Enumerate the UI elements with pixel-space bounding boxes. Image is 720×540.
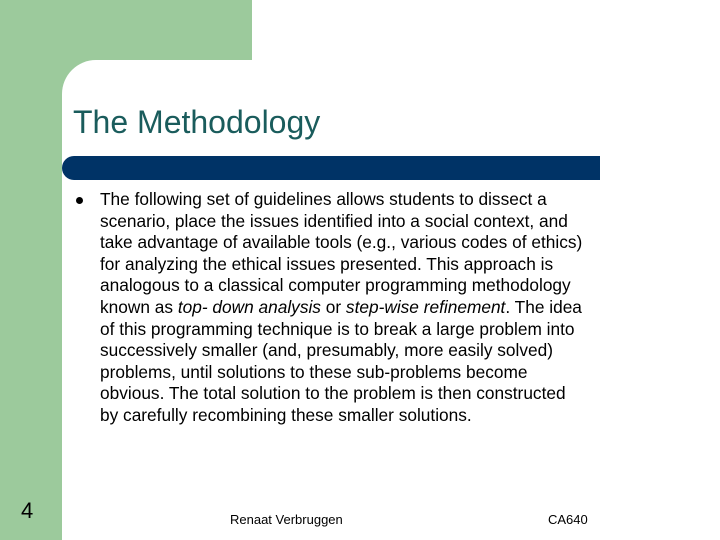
slide-number: 4	[21, 498, 34, 523]
line-middle: or	[320, 296, 346, 317]
italic-term-top-down: top- down analysis	[177, 296, 321, 317]
bullet-icon	[76, 197, 83, 204]
slide-title: The Methodology	[73, 104, 321, 140]
title-underline-bar	[62, 156, 600, 180]
paragraph-line: successively smaller (and, presumably, more easily solved)	[100, 340, 553, 361]
paragraph-line: of this programming technique is to break a large problem into	[100, 318, 575, 339]
paragraph-line: problems, until solutions to these sub-problems become	[100, 361, 528, 382]
paragraph-line: for analyzing the ethical issues presented. This approach is	[100, 253, 554, 274]
paragraph-line: analogous to a classical computer programming methodology	[100, 275, 571, 296]
footer-course-code: CA640	[548, 512, 588, 527]
line-suffix: . The idea	[505, 296, 582, 317]
paragraph-line: take advantage of available tools (e.g., various codes of ethics)	[100, 232, 583, 253]
paragraph-line	[100, 297, 660, 319]
italic-term-stepwise: step-wise refinement	[345, 296, 506, 317]
footer-author: Renaat Verbruggen	[230, 512, 343, 527]
line-prefix: known as	[100, 296, 178, 317]
paragraph-line: by carefully recombining these smaller solutions.	[100, 404, 472, 425]
paragraph-line: obvious. The total solution to the problem is then constructed	[100, 383, 566, 404]
paragraph-line: The following set of guidelines allows students to dissect a	[100, 189, 547, 209]
bullet-paragraph	[100, 189, 660, 427]
paragraph-line: scenario, place the issues identified into a social context, and	[100, 210, 568, 231]
